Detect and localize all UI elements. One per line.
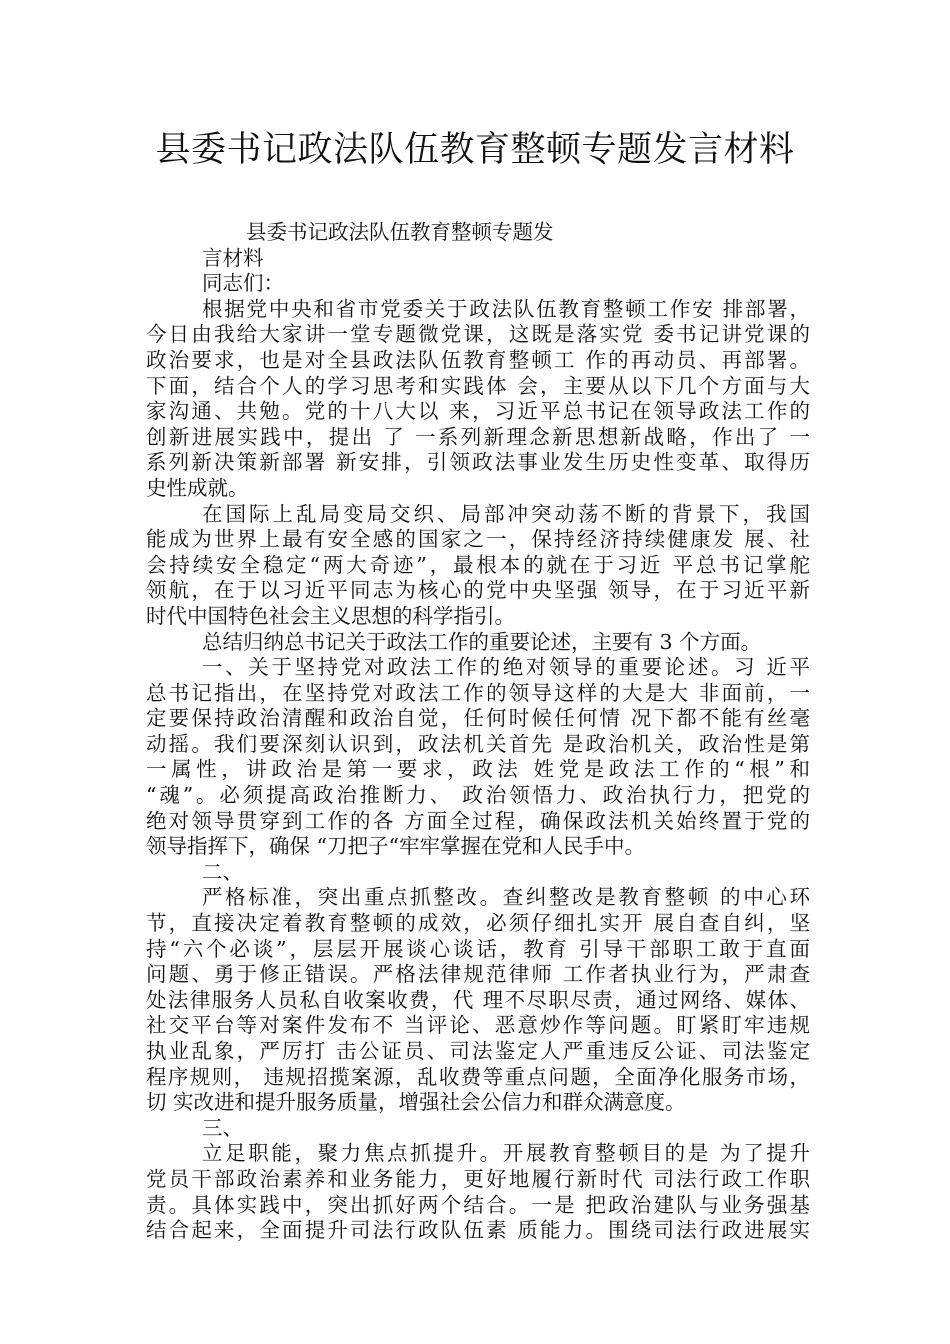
body-line: 领导指挥下，确保 “刀把子“牢牢掌握在党和人民手中。 xyxy=(146,834,645,859)
body-line: 根据党中央和省市党委关于政法队伍教育整顿工作安 排部署， xyxy=(202,296,810,321)
body-line: 史性成就。 xyxy=(146,475,249,500)
body-line: 社交平台等对案件发布不 当评论、恶意炒作等问题。盯紧盯牢违规 xyxy=(146,1013,810,1038)
body-line: 问题、勇于修正错误。严格法律规范律师 工作者执业行为，严肃查 xyxy=(146,962,810,987)
document-title: 县委书记政法队伍教育整顿专题发言材料 xyxy=(155,130,795,170)
body-line: 严格标准，突出重点抓整改。查纠整改是教育整顿 的中心环 xyxy=(202,885,810,910)
body-line: 定要保持政治清醒和政治自觉，任何时候任何情 况下都不能有丝毫 xyxy=(146,706,810,731)
body-line: “魂”。必须提高政治推断力、 政治领悟力、政治执行力，把党的 xyxy=(146,783,810,808)
body-line: 立足职能，聚力焦点抓提升。开展教育整顿目的是 为了提升 xyxy=(202,1141,810,1166)
body-line: 绝对领导贯穿到工作的各 方面全过程，确保政法机关始终置于党的 xyxy=(146,808,810,833)
body-line: 政治要求，也是对全县政法队伍教育整顿工 作的再动员、再部署。 xyxy=(146,347,810,372)
body-line: 一属性，讲政治是第一要求，政法 姓党是政法工作的“根”和 xyxy=(146,757,810,782)
body-line: 今日由我给大家讲一堂专题微党课，这既是落实党 委书记讲党课的 xyxy=(146,322,810,347)
body-line: 言材料 xyxy=(202,245,264,270)
body-line: 程序规则， 违规招揽案源，乱收费等重点问题，全面净化服务市场， xyxy=(146,1064,810,1089)
body-line: 切 实改进和提升服务质量，增强社会公信力和群众满意度。 xyxy=(146,1090,686,1115)
body-line: 三、 xyxy=(202,1115,243,1140)
body-line: 家沟通、共勉。党的十八大以 来，习近平总书记在领导政法工作的 xyxy=(146,399,810,424)
body-line: 党员干部政治素养和业务能力，更好地履行新时代 司法行政工作职 xyxy=(146,1166,810,1191)
body-line: 县委书记政法队伍教育整顿专题发 xyxy=(246,220,554,244)
body-line: 执业乱象，严厉打 击公证员、司法鉴定人严重违反公证、司法鉴定 xyxy=(146,1039,810,1063)
body-line: 持“六个必谈”，层层开展谈心谈话，教育 引导干部职工敢于直面 xyxy=(146,936,810,961)
body-line: 下面，结合个人的学习思考和实践体 会，主要从以下几个方面与大 xyxy=(146,373,810,398)
body-line: 能成为世界上最有安全感的国家之一，保持经济持续健康发 展、社 xyxy=(146,527,810,552)
body-line: 节，直接决定着教育整顿的成效，必须仔细扎实开 展自查自纠，坚 xyxy=(146,911,810,936)
body-line: 二、 xyxy=(202,859,243,884)
body-line: 责。具体实践中，突出抓好两个结合。一是 把政治建队与业务强基 xyxy=(146,1192,810,1217)
body-line: 时代中国特色社会主义思想的科学指引。 xyxy=(146,603,515,628)
body-line: 动摇。我们要深刻认识到，政法机关首先 是政治机关，政治性是第 xyxy=(146,731,810,756)
body-line: 创新进展实践中，提出 了 一系列新理念新思想新战略，作出了 一 xyxy=(146,424,810,449)
body-line: 处法律服务人员私自收案收费，代 理不尽职尽责，通过网络、媒体、 xyxy=(146,987,810,1012)
body-line: 会持续安全稳定“两大奇迹”，最根本的就在于习近 平总书记掌舵 xyxy=(146,552,810,577)
body-line: 一、关于坚持党对政法工作的绝对领导的重要论述。习 近平 xyxy=(202,655,810,680)
body-line: 总书记指出，在坚持党对政法工作的领导这样的大是大 非面前，一 xyxy=(146,680,810,705)
body-line: 领航，在于以习近平同志为核心的党中央坚强 领导，在于习近平新 xyxy=(146,578,810,603)
body-line: 在国际上乱局变局交织、局部冲突动荡不断的背景下，我国 xyxy=(202,501,810,526)
body-line: 系列新决策新部署 新安排，引领政法事业发生历史性变革、取得历 xyxy=(146,450,810,475)
body-line: 总结归纳总书记关于政法工作的重要论述，主要有 3 个方面。 xyxy=(202,629,762,654)
body-line: 结合起来，全面提升司法行政队伍素 质能力。围绕司法行政进展实 xyxy=(146,1218,810,1243)
body-line: 同志们： xyxy=(202,271,284,296)
document-body xyxy=(146,220,810,1244)
